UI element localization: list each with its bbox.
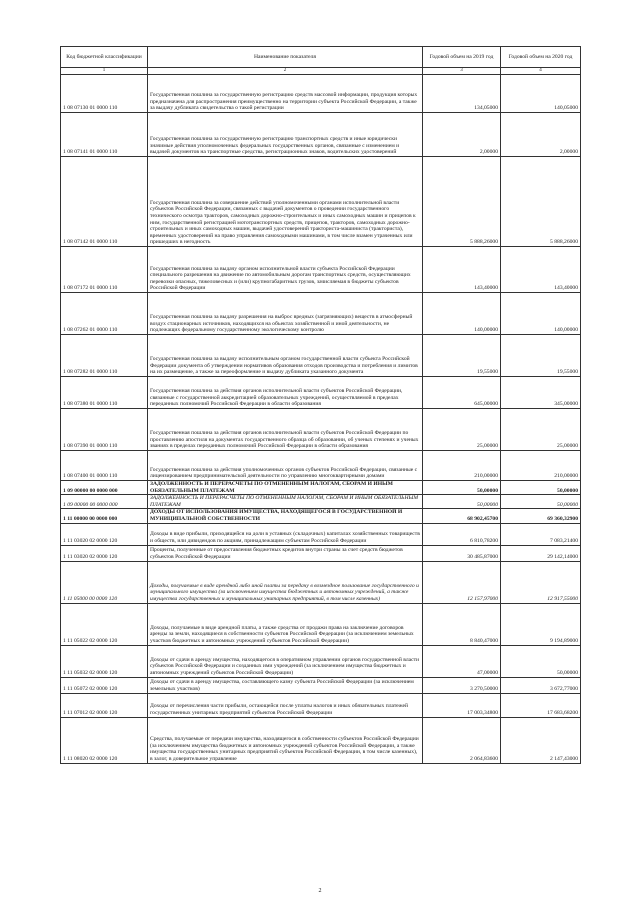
header-code: Код бюджетной классификации [61, 47, 148, 68]
row-name: Доходы от сдачи в аренду имущества, составляющего казну субъекта Российской Федерации (за исключением земельных участков) [148, 677, 423, 693]
row-value-2020: 12 917,55000 [501, 561, 581, 603]
column-number-row [61, 68, 581, 75]
table-row [61, 409, 581, 451]
row-value-2019: 2 064,83600 [423, 717, 501, 763]
table-body [61, 75, 581, 764]
row-value-2019: 2,00000 [423, 113, 501, 157]
row-code: 1 08 07390 01 0000 110 [61, 409, 148, 451]
header-2019: Годовой объем на 2019 год [423, 47, 501, 68]
table-row [61, 677, 581, 693]
row-value-2019: 25,00000 [423, 409, 501, 451]
table-row [61, 693, 581, 717]
row-value-2019: 12 157,97000 [423, 561, 501, 603]
row-code: 1 11 03020 02 0000 120 [61, 523, 148, 545]
table-row [61, 561, 581, 603]
table-row [61, 247, 581, 293]
row-value-2020: 50,00000 [501, 495, 581, 509]
row-code: 1 11 08020 02 0000 120 [61, 717, 148, 763]
row-name: Государственная пошлина за государственную регистрацию средств массовой информации, продукция которых предназначена для распространения преимущественно на территории субъекта Российской Федерации, а также за выдачу дубликата свидетельства о такой регистрации [148, 75, 423, 113]
table-row [61, 451, 581, 481]
table-row [61, 293, 581, 335]
row-value-2019: 30 485,87000 [423, 545, 501, 561]
row-name: Доходы от перечисления части прибыли, остающейся после уплаты налогов и иных обязательных платежей государственных унитарных предприятий субъектов Российской Федерации [148, 693, 423, 717]
row-code: 1 08 07130 01 0000 110 [61, 75, 148, 113]
row-value-2020: 29 142,14000 [501, 545, 581, 561]
row-code: 1 08 07400 01 0000 110 [61, 451, 148, 481]
table-row [61, 523, 581, 545]
table-row [61, 717, 581, 763]
row-code: 1 08 07380 01 0000 110 [61, 377, 148, 409]
row-name: Государственная пошлина за выдачу органом исполнительной власти субъекта Российской Федерации специального разрешения на движение по автомобильным дорогам транспортных средств, осуществляющих перевозки опасных, тяжеловесных и (или) крупногабаритных грузов, зачисляемая в бюджеты субъектов Российской Федерации [148, 247, 423, 293]
row-code: 1 11 05000 00 0000 120 [61, 561, 148, 603]
row-value-2020: 143,40000 [501, 247, 581, 293]
row-name: Доходы, получаемые в виде арендной платы, а также средства от продажи права на заключение договоров аренды за земли, находящиеся в собственности субъектов Российской Федерации (за исключением земельных участков бюджетных и автономных учреждений субъектов Российской Федерации) [148, 603, 423, 645]
row-name: Государственная пошлина за государственную регистрацию транспортных средств и иные юридически значимые действия уполномоченных федеральных государственных органов, связанные с изменением и выдачей документов на транспортные средства, регистрационных знаков, водительских удостоверений [148, 113, 423, 157]
row-value-2019: 50,00000 [423, 481, 501, 495]
table-row [61, 495, 581, 509]
row-code: 1 08 07262 01 0000 110 [61, 293, 148, 335]
row-name: ЗАДОЛЖЕННОСТЬ И ПЕРЕРАСЧЕТЫ ПО ОТМЕНЕННЫМ НАЛОГАМ, СБОРАМ И ИНЫМ ОБЯЗАТЕЛЬНЫМ ПЛАТЕЖАМ [148, 481, 423, 495]
col-number: 3 [423, 68, 501, 75]
row-name: Государственная пошлина за действия уполномоченных органов субъектов Российской Федерации, связанные с лицензированием предпринимательской деятельности по управлению многоквартирными домами [148, 451, 423, 481]
row-value-2019: 5 888,26000 [423, 157, 501, 247]
table-row [61, 335, 581, 377]
row-code: 1 11 05072 02 0000 120 [61, 677, 148, 693]
row-value-2019: 134,05000 [423, 75, 501, 113]
budget-revenue-table [60, 46, 581, 764]
row-code: 1 08 07141 01 0000 110 [61, 113, 148, 157]
header-2020: Годовой объем на 2020 год [501, 47, 581, 68]
row-value-2020: 17 683,68200 [501, 693, 581, 717]
row-value-2019: 210,00000 [423, 451, 501, 481]
row-value-2020: 3 672,77000 [501, 677, 581, 693]
col-number: 2 [148, 68, 423, 75]
row-name: Государственная пошлина за действия органов исполнительной власти субъектов Российской Федерации, связанные с государственной аккредитацией образовательных учреждений, осуществляемой в пределах переданных полномочий Российской Федерации в области образования [148, 377, 423, 409]
row-value-2019: 50,00000 [423, 495, 501, 509]
row-name: Государственная пошлина за действия органов исполнительной власти субъектов Российской Федерации по проставлению апостиля на документах государственного образца об образовании, об ученых степенях и ученых званиях в пределах переданных полномочий Российской Федерации в области образования [148, 409, 423, 451]
row-value-2020: 69 360,32900 [501, 509, 581, 523]
col-number: 4 [501, 68, 581, 75]
row-value-2020: 25,00000 [501, 409, 581, 451]
table-row [61, 377, 581, 409]
row-code: 1 08 07142 01 0000 110 [61, 157, 148, 247]
row-value-2020: 7 083,21400 [501, 523, 581, 545]
row-value-2020: 140,05000 [501, 75, 581, 113]
row-name: Доходы, получаемые в виде арендной либо иной платы за передачу в возмездное пользование государственного и муниципального имущества (за исключением имущества бюджетных и автономных учреждений, а также имущества государственных и муниципальных унитарных предприятий, в том числе казенных) [148, 561, 423, 603]
table-row [61, 545, 581, 561]
row-code: 1 09 00000 00 0000 000 [61, 495, 148, 509]
row-code: 1 11 05032 02 0000 120 [61, 645, 148, 677]
row-value-2019: 143,40000 [423, 247, 501, 293]
row-name: Проценты, полученные от предоставления бюджетных кредитов внутри страны за счет средств бюджетов субъектов Российской Федерации [148, 545, 423, 561]
row-name: ДОХОДЫ ОТ ИСПОЛЬЗОВАНИЯ ИМУЩЕСТВА, НАХОДЯЩЕГОСЯ В ГОСУДАРСТВЕННОЙ И МУНИЦИПАЛЬНОЙ СОБСТВЕННОСТИ [148, 509, 423, 523]
row-value-2020: 9 194,89000 [501, 603, 581, 645]
row-value-2019: 8 840,47000 [423, 603, 501, 645]
row-value-2020: 2,00000 [501, 113, 581, 157]
row-name: ЗАДОЛЖЕННОСТЬ И ПЕРЕРАСЧЕТЫ ПО ОТМЕНЕННЫМ НАЛОГАМ, СБОРАМ И ИНЫМ ОБЯЗАТЕЛЬНЫМ ПЛАТЕЖАМ [148, 495, 423, 509]
row-code: 1 11 07012 02 0000 120 [61, 693, 148, 717]
table-row [61, 603, 581, 645]
row-value-2019: 6 810,78200 [423, 523, 501, 545]
table-row [61, 509, 581, 523]
row-name: Средства, получаемые от передачи имущества, находящегося в собственности субъектов Российской Федерации (за исключением имущества бюджетных и автономных учреждений субъектов Российской Федерации, а также имущества государственных унитарных предприятий субъектов Российской Федерации, в том числе казенных), в залог, в доверительное управление [148, 717, 423, 763]
header-name: Наименование показателя [148, 47, 423, 68]
row-value-2020: 19,55000 [501, 335, 581, 377]
row-value-2019: 140,00000 [423, 293, 501, 335]
row-code: 1 08 07172 01 0000 110 [61, 247, 148, 293]
page-number: 2 [318, 888, 322, 894]
row-code: 1 08 07282 01 0000 110 [61, 335, 148, 377]
col-number: 1 [61, 68, 148, 75]
row-value-2020: 140,00000 [501, 293, 581, 335]
row-value-2019: 68 902,45700 [423, 509, 501, 523]
row-code: 1 11 03020 02 0000 120 [61, 545, 148, 561]
row-code: 1 11 05022 02 0000 120 [61, 603, 148, 645]
row-name: Доходы в виде прибыли, приходящейся на доли в уставных (складочных) капиталах хозяйственных товариществ и обществ, или дивидендов по акциям, принадлежащим субъектам Российской Федерации [148, 523, 423, 545]
row-value-2019: 645,00000 [423, 377, 501, 409]
row-value-2020: 2 147,43000 [501, 717, 581, 763]
table-row [61, 645, 581, 677]
row-value-2020: 5 888,26000 [501, 157, 581, 247]
row-value-2020: 50,00000 [501, 645, 581, 677]
table-row [61, 481, 581, 495]
row-name: Государственная пошлина за выдачу разрешения на выброс вредных (загрязняющих) веществ в атмосферный воздух стационарных источников, находящихся на объектах хозяйственной и иной деятельности, не подлежащих федеральному государственному экологическому контролю [148, 293, 423, 335]
row-value-2020: 345,00000 [501, 377, 581, 409]
row-code: 1 09 00000 00 0000 000 [61, 481, 148, 495]
table-row [61, 75, 581, 113]
row-value-2019: 47,00000 [423, 645, 501, 677]
table-row [61, 157, 581, 247]
row-value-2019: 3 270,50000 [423, 677, 501, 693]
table-row [61, 113, 581, 157]
row-value-2020: 210,00000 [501, 451, 581, 481]
row-name: Государственная пошлина за совершение действий уполномоченными органами исполнительной власти субъектов Российской Федерации, связанных с выдачей документов о проведении государственного технического осмотра тракторов, самоходных дорожно-строительных и иных самоходных машин и прицепов к ним, государственной регистрацией мототранспортных средств, прицепов, тракторов, самоходных дорожно-строительных и иных самоходных машин, выдачей удостоверений тракториста-машиниста (тракториста), временных удостоверений на право управления самоходными машинами, в том числе взамен утраченных или пришедших в негодность [148, 157, 423, 247]
row-value-2020: 50,00000 [501, 481, 581, 495]
row-name: Доходы от сдачи в аренду имущества, находящегося в оперативном управлении органов государственной власти субъектов Российской Федерации и созданных ими учреждений (за исключением имущества бюджетных и автономных учреждений субъектов Российской Федерации) [148, 645, 423, 677]
row-name: Государственная пошлина за выдачу исполнительным органом государственной власти субъекта Российской Федерации документа об утверждении нормативов образования отходов производства и потребления и лимитов на их размещение, а также за переоформление и выдачу дубликата указанного документа [148, 335, 423, 377]
row-value-2019: 17 003,34800 [423, 693, 501, 717]
table-header-row [61, 47, 581, 68]
row-value-2019: 19,55000 [423, 335, 501, 377]
document-page [60, 46, 580, 764]
row-code: 1 11 00000 00 0000 000 [61, 509, 148, 523]
